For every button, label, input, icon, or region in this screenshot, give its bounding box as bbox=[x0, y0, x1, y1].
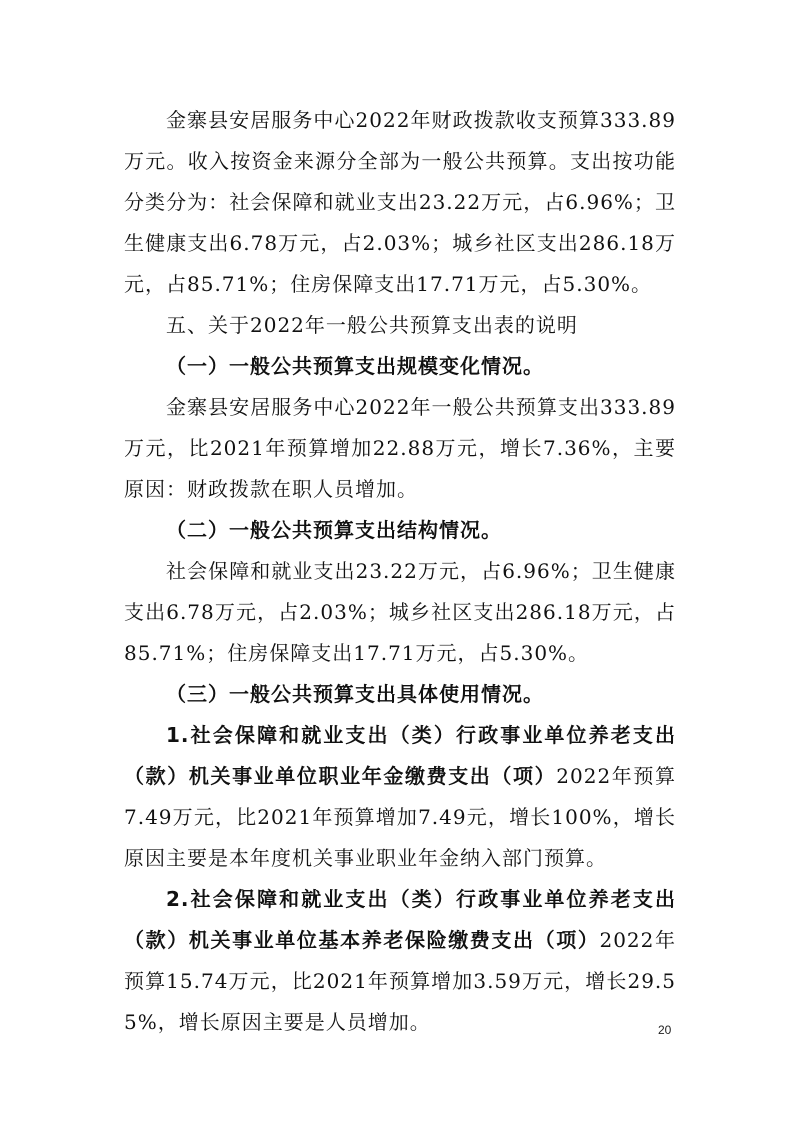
subsection-scale-heading: （一）一般公共预算支出规模变化情况。 bbox=[166, 354, 544, 378]
scale-change-paragraph: 金寨县安居服务中心2022年一般公共预算支出333.89万元，比2021年预算增加22.88万元，增长7.36%，主要原因：财政拨款在职人员增加。 bbox=[124, 395, 676, 501]
usage-item-2-detail: 2022年预算15.74万元，比2021年预算增加3.59万元，增长29.55%，增长原因主要是人员增加。 bbox=[124, 928, 676, 1034]
section-five-heading: 五、关于2022年一般公共预算支出表的说明 bbox=[166, 313, 578, 337]
usage-item-1-title: 1.社会保障和就业支出（类）行政事业单位养老支出（款）机关事业单位职业年金缴费支出（项） bbox=[124, 723, 676, 788]
subsection-usage-heading: （三）一般公共预算支出具体使用情况。 bbox=[166, 682, 544, 706]
subsection-structure-heading: （二）一般公共预算支出结构情况。 bbox=[166, 518, 502, 542]
usage-item-1-detail: 2022年预算7.49万元，比2021年预算增加7.49元，增长100%，增长原因主要是本年度机关事业职业年金纳入部门预算。 bbox=[124, 764, 677, 870]
document-body bbox=[124, 100, 676, 1043]
structure-paragraph: 社会保障和就业支出23.22万元，占6.96%；卫生健康支出6.78万元，占2.03%；城乡社区支出286.18万元，占85.71%；住房保障支出17.71万元，占5.30%。 bbox=[124, 559, 676, 665]
usage-item-1 bbox=[124, 715, 676, 879]
page-number: 20 bbox=[658, 1023, 672, 1037]
usage-item-2-title: 2.社会保障和就业支出（类）行政事业单位养老支出（款）机关事业单位基本养老保险缴费支出（项） bbox=[124, 887, 676, 952]
revenue-expenditure-paragraph: 金寨县安居服务中心2022年财政拨款收支预算333.89万元。收入按资金来源分全部为一般公共预算。支出按功能分类分为：社会保障和就业支出23.22万元，占6.96%；卫生健康支出6.78万元，占2.03%；城乡社区支出286.18万元，占85.71%；住房保障支出17.71万元，占5.30%。 bbox=[124, 108, 676, 296]
usage-item-2 bbox=[124, 879, 676, 1043]
